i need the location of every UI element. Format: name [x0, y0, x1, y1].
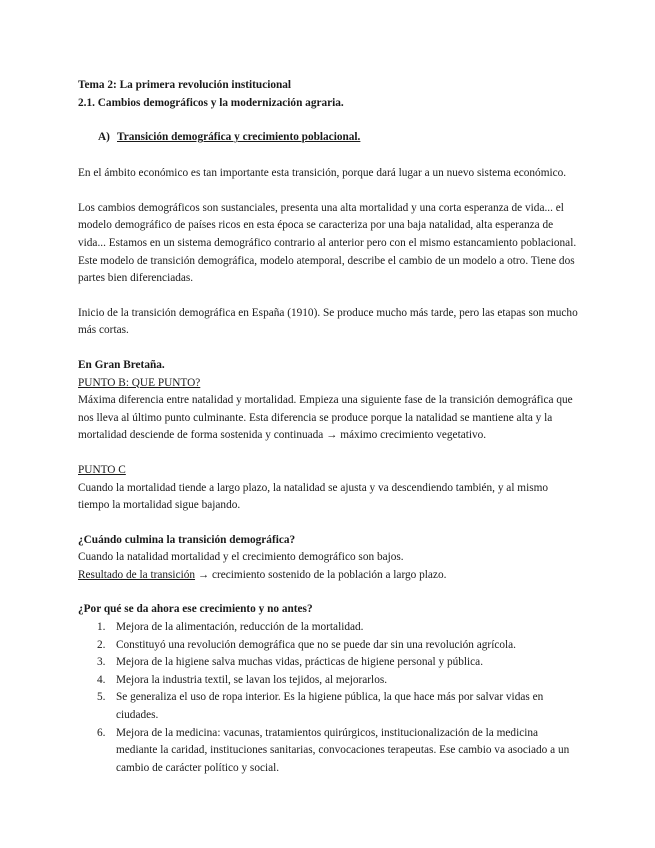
- gran-bretana-heading: En Gran Bretaña.: [78, 358, 165, 371]
- reasons-list: [78, 619, 578, 777]
- list-item-number: 1.: [97, 621, 106, 634]
- list-item: [78, 725, 578, 778]
- punto-b-text: Máxima diferencia entre natalidad y mortalidad. Empieza una siguiente fase de la transición demográfica que nos lleva al último punto culminante. Esta diferencia se produce porque la natalidad se mantiene alta y la mortalidad desciende de forma sostenida y continuada → máximo crecimiento vegetativo.: [78, 394, 573, 442]
- culmina-answer: Cuando la natalidad mortalidad y el crecimiento demográfico son bajos.: [78, 551, 404, 564]
- document-subtitle: 2.1. Cambios demográficos y la modernización agraria.: [78, 96, 344, 109]
- document-page: [78, 77, 578, 777]
- list-item-number: 5.: [97, 691, 106, 704]
- list-item-text: Se generaliza el uso de ropa interior. Es la higiene pública, la que hace más por salvar vidas en ciudades.: [116, 691, 544, 722]
- paragraph-espana: Inicio de la transición demográfica en España (1910). Se produce mucho más tarde, pero las etapas son mucho más cortas.: [78, 306, 578, 337]
- punto-b-label: PUNTO B: QUE PUNTO?: [78, 376, 201, 389]
- list-item: [78, 672, 578, 690]
- list-item-number: 2.: [97, 638, 106, 651]
- paragraph-intro: En el ámbito económico es tan importante esta transición, porque dará lugar a un nuevo sistema económico.: [78, 167, 567, 180]
- list-item-text: Mejora de la alimentación, reducción de la mortalidad.: [116, 621, 364, 634]
- list-item-number: 3.: [97, 656, 106, 669]
- list-item: [78, 619, 578, 637]
- list-item-text: Constituyó una revolución demográfica que no se puede dar sin una revolución agrícola.: [116, 638, 516, 651]
- list-item-text: Mejora de la higiene salva muchas vidas, prácticas de higiene personal y pública.: [116, 656, 484, 669]
- list-item-number: 6.: [97, 726, 106, 739]
- result-label: Resultado de la transición: [78, 568, 196, 581]
- list-item-number: 4.: [97, 673, 106, 686]
- paragraph-cambios: Los cambios demográficos son sustanciales, presenta una alta mortalidad y una corta esperanza de vida... el modelo demográfico de países ricos en esta época se caracteriza por una baja natalidad, alta esperanza de vida... Estamos en un sistema demográfico contrario al anterior pero con el mismo estancamiento poblacional. Este modelo de transición demográfica, modelo atemporal, describe el cambio de un modelo a otro. Tiene dos partes bien diferenciadas.: [78, 201, 577, 285]
- culmina-question: ¿Cuándo culmina la transición demográfica?: [78, 533, 296, 546]
- section-a-letter: A): [98, 131, 110, 144]
- list-item: [78, 689, 578, 724]
- punto-c-label: PUNTO C: [78, 463, 126, 476]
- section-a-title: Transición demográfica y crecimiento poblacional.: [117, 131, 361, 144]
- por-que-question: ¿Por qué se da ahora ese crecimiento y no antes?: [78, 603, 313, 616]
- list-item-text: Mejora la industria textil, se lavan los tejidos, al mejorarlos.: [116, 673, 388, 686]
- result-text: → crecimiento sostenido de la población a largo plazo.: [195, 568, 447, 581]
- punto-c-text: Cuando la mortalidad tiende a largo plazo, la natalidad se ajusta y va descendiendo también, y al mismo tiempo la mortalidad sigue bajando.: [78, 481, 549, 512]
- document-title: Tema 2: La primera revolución institucional: [78, 79, 292, 91]
- list-item-text: Mejora de la medicina: vacunas, tratamientos quirúrgicos, institucionalización de la medicina mediante la caridad, instituciones sanitarias, convocaciones terapeutas. Ese cambio va asociado a un cambio de carácter político y social.: [116, 726, 570, 774]
- section-a-heading: [98, 129, 578, 149]
- culmina-result: [78, 567, 578, 585]
- list-item: [78, 637, 578, 655]
- list-item: [78, 654, 578, 672]
